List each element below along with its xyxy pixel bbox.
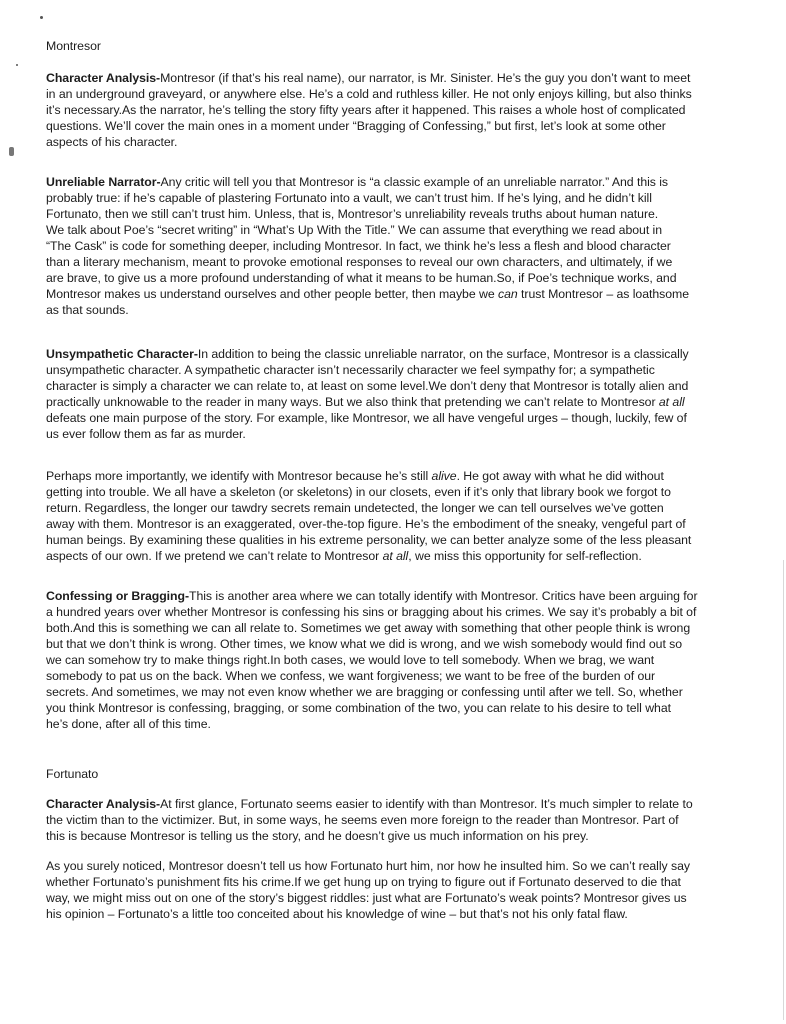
paragraph-line: the victim than to the victimizer. But, in some ways, he seems even more foreign to the reader than Montresor. Part of [46,813,679,827]
paragraph-line: character is simply a character we can relate to, at least on some level.We don’t deny that Montresor is totally alien and [46,379,689,393]
emphasis-text: at all [382,549,409,563]
paragraph-line: aspects of our own. If we pretend we can’t relate to Montresor at all, we miss this opportunity for self-reflection. [46,549,642,563]
paragraph-line: us ever follow them as far as murder. [46,427,246,441]
paragraph-title: Character Analysis- [46,71,161,85]
paragraph-line: getting into trouble. We all have a skeleton (or skeletons) in our closets, even if it’s only that library book we forgot to [46,485,671,499]
paragraph-line: this is because Montresor is telling us the story, and he doesn’t give us much information on his prey. [46,829,589,843]
paragraph-line: Fortunato, then we still can’t trust him. Unless, that is, Montresor’s unreliability reveals truths about human nature. [46,207,659,221]
paragraph-line: a hundred years over whether Montresor is confessing his sins or bragging about his crimes. We say it’s probably a bit of [46,605,697,619]
paragraph-line: his opinion – Fortunato’s a little too conceited about his knowledge of wine – but that’s not his only fatal flaw. [46,907,628,921]
scan-edge [783,560,784,1020]
paragraph-line: way, we might miss out on one of the story’s biggest riddles: just what are Fortunato’s weak points? Montresor gives us [46,891,687,905]
scan-speck [16,64,18,66]
paragraph-line: We talk about Poe’s “secret writing” in “What’s Up With the Title.” We can assume that everything we read about in [46,223,663,237]
paragraph-line: secrets. And sometimes, we may not even know whether we are bragging or confessing until after we tell. So, whether [46,685,683,699]
scan-speck [9,147,14,156]
paragraph-line: practically unknowable to the reader in many ways. But we also think that pretending we can’t relate to Montresor at all [46,395,685,409]
paragraph-line: Character Analysis-Montresor (if that’s his real name), our narrator, is Mr. Sinister. He’s the guy you don’t want to meet [46,71,691,85]
paragraph-line: “The Cask” is code for something deeper, including Montresor. In fact, we think he’s less a flesh and blood character [46,239,671,253]
paragraph-line: as that sounds. [46,303,129,317]
paragraph-line: are brave, to give us a more profound understanding of what it means to be human.So, if Poe’s technique works, and [46,271,677,285]
paragraph-title: Confessing or Bragging- [46,589,189,603]
paragraph-line: return. Regardless, the longer our tawdry secrets remain undetected, the longer we can tell ourselves we’ve gotten [46,501,664,515]
paragraph-line: he’s done, after all of this time. [46,717,211,731]
paragraph-line: in an underground graveyard, or anywhere else. He’s a cold and ruthless killer. He not only enjoys killing, but also thinks [46,87,692,101]
paragraph-line: you think Montresor is confessing, bragging, or some combination of the two, you can relate to his desire to tell what [46,701,671,715]
paragraph-line: Unsympathetic Character-In addition to being the classic unreliable narrator, on the surface, Montresor is a classically [46,347,689,361]
paragraph-line: away with them. Montresor is an exaggerated, over-the-top figure. He’s the embodiment of the sneaky, vengeful part of [46,517,686,531]
paragraph-line: Montresor makes us understand ourselves and other people better, then maybe we can trust Montresor – as loathsome [46,287,690,301]
paragraph-line: probably true: if he’s capable of plastering Fortunato into a vault, we can’t trust him. If he’s lying, and he didn’t kill [46,191,652,205]
paragraph-title: Unsympathetic Character- [46,347,198,361]
paragraph-line: it’s necessary.As the narrator, he’s telling the story fifty years after it happened. This raises a whole host of complicated [46,103,686,117]
paragraph-line: we can somehow try to make things right.In both cases, we would love to tell somebody. When we brag, we want [46,653,655,667]
paragraph-line: both.And this is something we can all relate to. Sometimes we get away with something that other people think is wrong [46,621,691,635]
paragraph-line: somebody to pat us on the back. When we confess, we want forgiveness; we want to be free of the burden of our [46,669,656,683]
paragraph-line: than a literary mechanism, meant to provoke emotional responses to reveal our own characters, and ultimately, if we [46,255,673,269]
paragraph-line: Unreliable Narrator-Any critic will tell you that Montresor is “a classic example of an unreliable narrator.” And this is [46,175,669,189]
paragraph-line: Perhaps more importantly, we identify with Montresor because he’s still alive. He got away with what he did without [46,469,664,483]
paragraph-line: but that we don’t think is wrong. Other times, we know what we did is wrong, and we wish somebody would find out so [46,637,683,651]
emphasis-text: can [497,287,518,301]
paragraph-line: whether Fortunato’s punishment fits his crime.If we get hung up on trying to figure out if Fortunato deserved to die that [46,875,681,889]
paragraph-line: unsympathetic character. A sympathetic character isn’t necessarily character we feel sympathy for; a sympathetic [46,363,655,377]
scan-speck [40,16,43,19]
paragraph-line: Confessing or Bragging-This is another area where we can totally identify with Montresor. Critics have been arguing for [46,589,698,603]
paragraph-line: aspects of his character. [46,135,178,149]
paragraph-title: Unreliable Narrator- [46,175,161,189]
section-heading: Montresor [46,39,101,53]
paragraph-line: As you surely noticed, Montresor doesn’t tell us how Fortunato hurt him, nor how he insulted him. So we can’t really say [46,859,691,873]
paragraph-line: Character Analysis-At first glance, Fortunato seems easier to identify with than Montresor. It’s much simpler to relate to [46,797,693,811]
emphasis-text: at all [658,395,685,409]
paragraph-line: human beings. By examining these qualities in his extreme personality, we can better analyze some of the less pleasant [46,533,692,547]
emphasis-text: alive [431,469,457,483]
paragraph-line: questions. We’ll cover the main ones in a moment under “Bragging of Confessing,” but first, let’s look at some other [46,119,666,133]
section-heading: Fortunato [46,767,99,781]
paragraph-title: Character Analysis- [46,797,161,811]
paragraph-line: defeats one main purpose of the story. For example, like Montresor, we all have vengeful urges – though, luckily, few of [46,411,687,425]
